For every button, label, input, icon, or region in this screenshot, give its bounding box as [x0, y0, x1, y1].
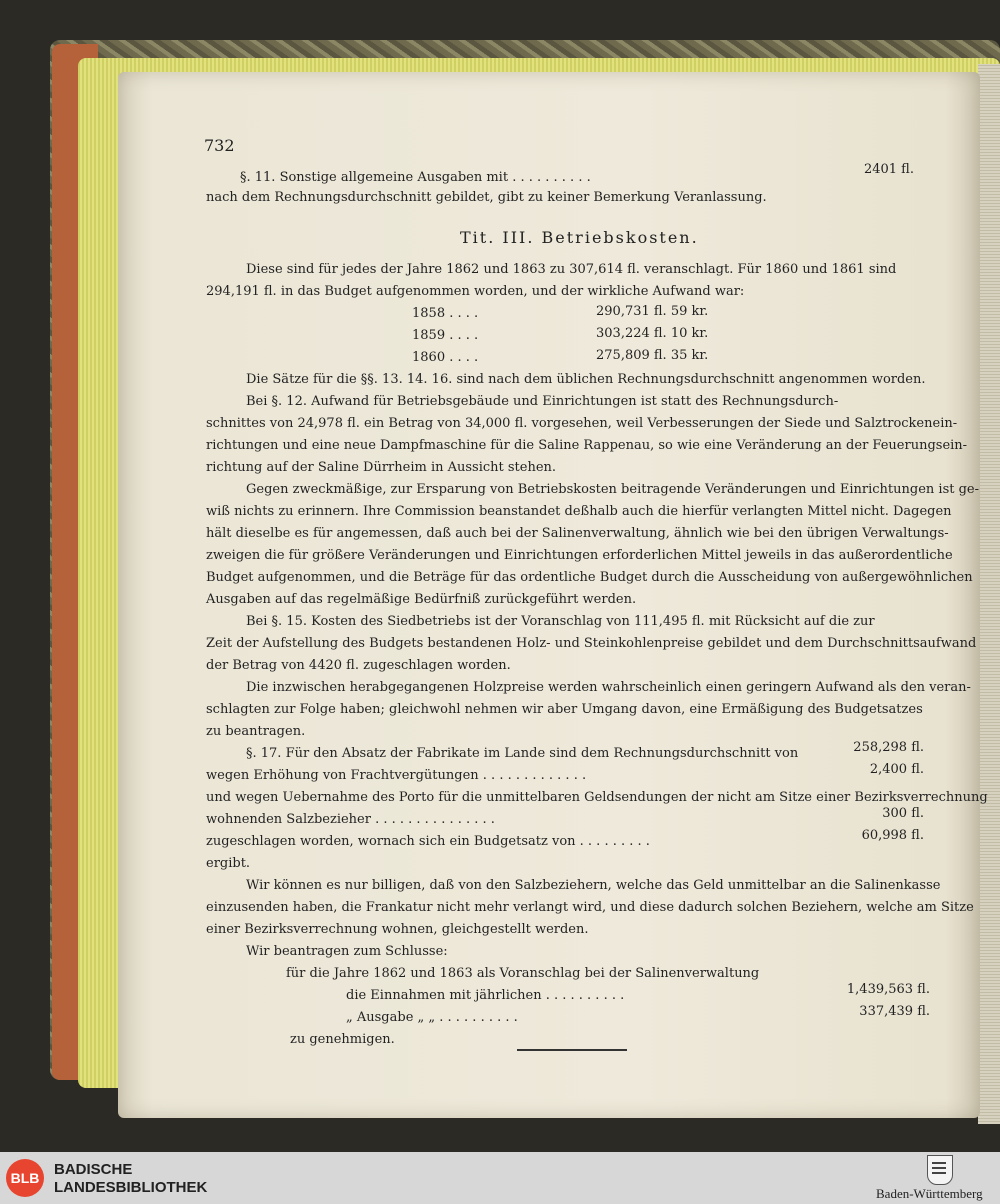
table-year: 1858 . . . .	[412, 306, 479, 321]
text-line: und wegen Uebernahme des Porto für die unmittelbaren Geldsendungen der nicht am Sitze einer Bezirksverrechnung	[206, 790, 988, 805]
closing-rule	[517, 1049, 627, 1051]
amount: 337,439 fl.	[859, 1004, 930, 1019]
text-line: nach dem Rechnungsdurchschnitt gebildet, gibt zu keiner Bemerkung Veranlassung.	[206, 190, 767, 205]
amount: 258,298 fl.	[853, 740, 924, 755]
table-amount: 290,731 fl. 59 kr.	[596, 304, 709, 319]
text-line: einer Bezirksverrechnung wohnen, gleichgestellt werden.	[206, 922, 589, 937]
text-line: zu genehmigen.	[290, 1032, 395, 1047]
page-number: 732	[204, 136, 235, 155]
right-page-edge	[978, 64, 1000, 1124]
state-name[interactable]: Baden-Württemberg	[876, 1186, 983, 1201]
text-line: Bei §. 15. Kosten des Siedbetriebs ist der Voranschlag von 111,495 fl. mit Rücksicht auf die zur	[246, 614, 875, 629]
amount: 300 fl.	[882, 806, 924, 821]
blb-logo[interactable]: BLB	[6, 1159, 44, 1197]
text-line: wiß nichts zu erinnern. Ihre Commission beanstandet deßhalb auch die hierfür verlangten Mittel nicht. Dagegen	[206, 504, 952, 519]
text-line: schlagten zur Folge haben; gleichwohl nehmen wir aber Umgang davon, eine Ermäßigung des Budgetsatzes	[206, 702, 923, 717]
section-heading: Tit. III. Betriebskosten.	[460, 228, 699, 247]
amount: 60,998 fl.	[861, 828, 924, 843]
text-line: zugeschlagen worden, wornach sich ein Budgetsatz von . . . . . . . . .	[206, 834, 650, 849]
text-line: die Einnahmen mit jährlichen . . . . . . . . . .	[346, 988, 625, 1003]
footer-bar	[0, 1152, 1000, 1204]
text-line: Diese sind für jedes der Jahre 1862 und 1863 zu 307,614 fl. veranschlagt. Für 1860 und 1861 sind	[246, 262, 897, 277]
text-line: 294,191 fl. in das Budget aufgenommen worden, und der wirkliche Aufwand war:	[206, 284, 745, 299]
text-line: richtungen und eine neue Dampfmaschine für die Saline Rappenau, so wie eine Veränderung an der Feuerungsein-	[206, 438, 968, 453]
amount: 2,400 fl.	[869, 762, 924, 777]
text-line: §. 11. Sonstige allgemeine Ausgaben mit . . . . . . . . . .	[240, 170, 591, 185]
text-line: Wir beantragen zum Schlusse:	[246, 944, 448, 959]
library-name[interactable]	[54, 1161, 207, 1197]
text-line: zu beantragen.	[206, 724, 306, 739]
text-line: schnittes von 24,978 fl. ein Betrag von 34,000 fl. vorgesehen, weil Verbesserungen der Siede und Salztrockenein-	[206, 416, 958, 431]
text-line: Ausgaben auf das regelmäßige Bedürfniß zurückgeführt werden.	[206, 592, 637, 607]
amount: 2401 fl.	[863, 162, 914, 177]
text-line: Budget aufgenommen, und die Beträge für das ordentliche Budget durch die Ausscheidung von außergewöhnlichen	[206, 570, 973, 585]
text-line: wegen Erhöhung von Frachtvergütungen . . . . . . . . . . . . .	[206, 768, 587, 783]
text-line: hält dieselbe es für angemessen, daß auch bei der Salinenverwaltung, ähnlich wie bei den übrigen Verwaltungs-	[206, 526, 949, 541]
text-line: wohnenden Salzbezieher . . . . . . . . . . . . . . .	[206, 812, 495, 827]
text-line: für die Jahre 1862 und 1863 als Voranschlag bei der Salinenverwaltung	[286, 966, 760, 981]
text-line: Bei §. 12. Aufwand für Betriebsgebäude und Einrichtungen ist statt des Rechnungsdurch-	[246, 394, 839, 409]
library-name-line2: LANDESBIBLIOTHEK	[54, 1179, 208, 1196]
coat-of-arms-icon	[927, 1155, 953, 1185]
text-line: ergibt.	[206, 856, 251, 871]
text-line: Die Sätze für die §§. 13. 14. 16. sind nach dem üblichen Rechnungsdurchschnitt angenommen worden.	[246, 372, 926, 387]
text-line: der Betrag von 4420 fl. zugeschlagen worden.	[206, 658, 511, 673]
table-amount: 275,809 fl. 35 kr.	[596, 348, 709, 363]
amount: 1,439,563 fl.	[846, 982, 930, 997]
text-line: zweigen die für größere Veränderungen und Einrichtungen erforderlichen Mittel jeweils in das außerordentliche	[206, 548, 953, 563]
text-line: richtung auf der Saline Dürrheim in Aussicht stehen.	[206, 460, 557, 475]
text-line: Wir können es nur billigen, daß von den Salzbeziehern, welche das Geld unmittelbar an die Salinenkasse	[246, 878, 941, 893]
library-name-line1: BADISCHE	[54, 1161, 133, 1178]
text-line: §. 17. Für den Absatz der Fabrikate im Lande sind dem Rechnungsdurchschnitt von	[246, 746, 799, 761]
table-year: 1860 . . . .	[412, 350, 479, 365]
table-year: 1859 . . . .	[412, 328, 479, 343]
text-line: Zeit der Aufstellung des Budgets bestandenen Holz- und Steinkohlenpreise gebildet und dem Durchschnittsaufwand	[206, 636, 977, 651]
text-line: Die inzwischen herabgegangenen Holzpreise werden wahrscheinlich einen geringern Aufwand als den veran-	[246, 680, 971, 695]
text-line: Gegen zweckmäßige, zur Ersparung von Betriebskosten beitragende Veränderungen und Einrichtungen ist ge-	[246, 482, 980, 497]
text-line: einzusenden haben, die Frankatur nicht mehr verlangt wird, und diese dadurch solchen Beziehern, welche am Sitze	[206, 900, 974, 915]
text-line: „ Ausgabe „ „ . . . . . . . . . .	[346, 1010, 518, 1025]
table-amount: 303,224 fl. 10 kr.	[596, 326, 709, 341]
